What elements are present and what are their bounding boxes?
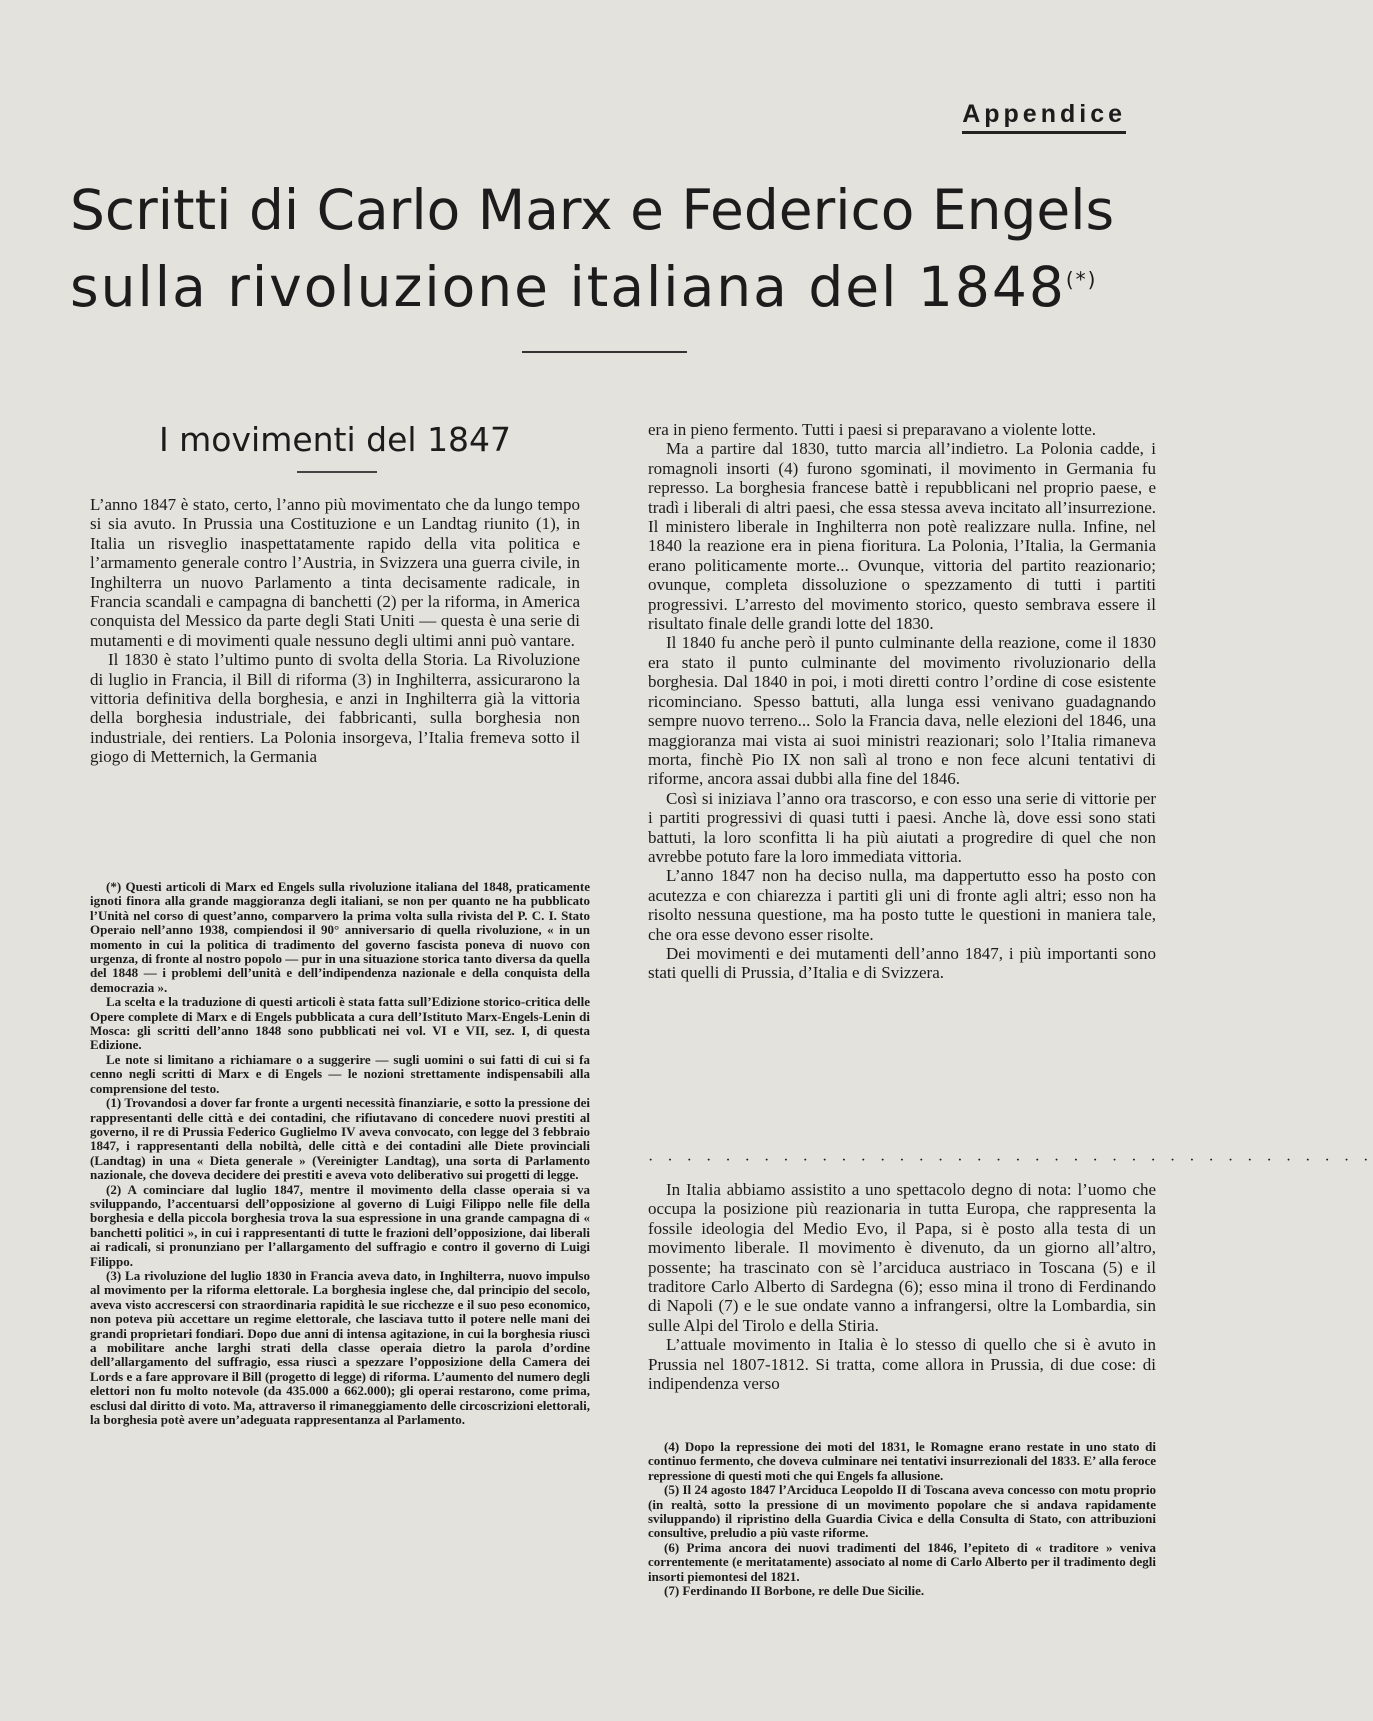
paragraph: Ma a partire dal 1830, tutto marcia all’indietro. La Polonia cadde, i romagnoli insorti (4) furono sgominati, il movimento in Germania fu represso. La borghesia francese battè i repubblicani nel proprio paese, e tradì i liberali di altri paesi, che essa stessa aveva incitato all’insurrezione. Il ministero liberale in Inghilterra non potè realizzare nulla. Infine, nel 1840 la reazione era in piena fioritura. La Polonia, l’Italia, la Germania erano politicamente morte... Ovunque, vittoria del partito reazionario; ovunque, completa dissoluzione o spezzamento di tutti i partiti progressivi. L’arresto del movimento storico, questo sembrava essere il risultato finale delle grandi lotte del 1830. xyxy=(648,439,1156,634)
footnote: (5) Il 24 agosto 1847 l’Arciduca Leopoldo II di Toscana aveva concesso con motu proprio (in realtà, sotto la pressione di un movimento popolare che si andava rapidamente sviluppando) il ripristino della Guardia Civica e della Consulta di Stato, con attribuzioni consultive, preludio a più vaste riforme. xyxy=(648,1482,1156,1541)
page-title xyxy=(70,178,1150,319)
paragraph: L’anno 1847 è stato, certo, l’anno più movimentato che da lungo tempo si sia avuto. In Prussia una Costituzione e un Landtag riunito (1), in Italia un risveglio inaspettatamente rapido della vita politica e l’armamento generale contro l’Austria, in Svizzera una guerra civile, in Inghilterra un nuovo Parlamento a tinta decisamente radicale, in Francia scandali e campagna di banchetti (2) per la riforma, in America conquista del Messico da parte degli Stati Uniti — questa è una serie di mutamenti e di movimenti quale nessuno degli ultimi anni può vantare. xyxy=(90,495,580,650)
right-column-continued xyxy=(648,1180,1156,1393)
footnote: (7) Ferdinando II Borbone, re delle Due Sicilie. xyxy=(664,1583,925,1599)
paragraph: Il 1840 fu anche però il punto culminante della reazione, come il 1830 era stato il punto culminante del movimento rivoluzionario della borghesia. Dal 1840 in poi, i moti diretti contro l’ordine di cose esistente ricominciano. Spesso battuti, alla lunga essi venivano guadagnando sempre nuovo terreno... Solo la Francia dava, nelle elezioni del 1846, una maggioranza mai vista ai suoi ministri reazionari; solo l’Italia rimaneva morta, finchè Pio IX non salì al trono e non fece alcuni tentativi di riforme, ancora assai dubbi alla fine del 1846. xyxy=(648,633,1156,789)
paragraph: L’anno 1847 non ha deciso nulla, ma dappertutto esso ha posto con acutezza e con chiarezza i partiti gli uni di fronte agli altri; esso non ha risolto nessuna questione, ma ha posto tutte le questioni in maniera tale, che ora esse devono esser risolte. xyxy=(648,866,1156,944)
title-divider xyxy=(522,351,687,353)
footnote: (6) Prima ancora dei nuovi tradimenti del 1846, l’epiteto di « traditore » veniva correntemente (e meritatamente) associato al nome di Carlo Alberto per il tradimento degli insorti piemontesi del 1821. xyxy=(648,1539,1156,1584)
paragraph: In Italia abbiamo assistito a uno spettacolo degno di nota: l’uomo che occupa la posizione più reazionaria in tutta Europa, che rappresenta la fossile ideologia del Medio Evo, il Papa, si è posto alla testa di un movimento liberale. Il movimento è divenuto, da un giorno all’altro, possente; ha trascinato con sè l’arciduca austriaco in Toscana (5) e il traditore Carlo Alberto di Sardegna (6); esso mina il trono di Ferdinando di Napoli (7) e le sue ondate vanno a infrangersi, oltre la Lombardia, sin sulle Alpi del Tirolo e della Stiria. xyxy=(648,1180,1156,1335)
paragraph: era in pieno fermento. Tutti i paesi si preparavano a violente lotte. xyxy=(648,420,1097,439)
title-footnote-mark: (*) xyxy=(1065,267,1098,292)
footnotes-left xyxy=(90,880,590,1427)
footnote: Le note si limitano a richiamare o a suggerire — sugli uomini o sui fatti di cui si fa cenno negli scritti di Marx e di Engels — le nozioni strettamente indispensabili alla comprensione del testo. xyxy=(90,1051,590,1096)
title-line-1: Scritti di Carlo Marx e Federico Engels xyxy=(70,178,1115,242)
paragraph: Così si iniziava l’anno ora trascorso, e con esso una serie di vittorie per i partiti progressivi di quasi tutti i paesi. Anche là, dove essi sono stati battuti, la loro sconfitta li ha più aiutati a progredire di quel che non avrebbe potuto fare la loro immediata vittoria. xyxy=(648,788,1156,866)
paragraph: Il 1830 è stato l’ultimo punto di svolta della Storia. La Rivoluzione di luglio in Francia, il Bill di riforma (3) in Inghilterra, assicurarono la vittoria definitiva della borghesia, e anzi in Inghilterra già la vittoria della borghesia industriale, dei fabbricanti, sulla borghesia non industriale, dei rentiers. La Polonia insorgeva, l’Italia fremeva sotto il giogo di Metternich, la Germania xyxy=(90,650,580,767)
footnotes-right xyxy=(648,1440,1156,1598)
section-separator: · · · · · · · · · · · · · · · · · · · · · · · · · · · · · · · · · · · · · · xyxy=(648,1152,1373,1169)
section-title: I movimenti del 1847 xyxy=(158,420,512,459)
footnote: La scelta e la traduzione di questi articoli è stata fatta sull’Edizione storico-critica delle Opere complete di Marx e di Engels pubblicata a cura dell’Istituto Marx-Engels-Lenin di Mosca: gli scritti dell’anno 1848 sono pubblicati nei vol. VI e VII, sez. I, di questa Edizione. xyxy=(90,994,590,1053)
appendix-label: Appendice xyxy=(962,100,1126,134)
footnote: (3) La rivoluzione del luglio 1830 in Francia aveva dato, in Inghilterra, nuovo impulso al movimento per la riforma elettorale. La borghesia inglese che, dal principio del secolo, aveva visto accrescersi con straordinaria rapidità le sue ricchezze e il suo peso economico, non poteva più accettare un regime elettorale, che lasciava tutto il potere nelle mani dei grandi proprietari fondiari. Dopo due anni di intensa agitazione, in cui la borghesia riuscì a mobilitare anche larghi strati della classe operaia dietro la parola d’ordine dell’allargamento del suffragio, essa riuscì a spezzare l’opposizione della Camera dei Lords e a fare approvare il Bill (progetto di legge) di riforma. L’aumento del numero degli elettori non fu molto notevole (da 435.000 a 662.000); gli operai restarono, come prima, esclusi dal diritto di voto. Ma, attraverso il rimaneggiamento delle circoscrizioni elettorali, la borghesia potè avere un’adeguata rappresentanza al Parlamento. xyxy=(90,1267,590,1428)
paragraph: L’attuale movimento in Italia è lo stesso di quello che si è avuto in Prussia nel 1807-1812. Si tratta, come allora in Prussia, di due cose: di indipendenza verso xyxy=(648,1335,1156,1394)
footnote: (1) Trovandosi a dover far fronte a urgenti necessità finanziarie, e sotto la pressione dei rappresentanti delle città e dei contadini, che rifiutavano di concedere nuovi prestiti al governo, il re di Prussia Federico Guglielmo IV aveva convocato, con legge del 3 febbraio 1847, i rappresentanti della nobiltà, delle città e dei contadini alle Diete provinciali (Landtag) in una « Dieta generale » (Vereinigter Landtag), una sorta di Parlamento nazionale, che doveva decidere dei prestiti e aveva voto deliberativo sui progetti di legge. xyxy=(90,1095,590,1183)
right-column xyxy=(648,420,1156,983)
title-line-2-text: sulla rivoluzione italiana del 1848 xyxy=(70,255,1066,319)
paragraph: Dei movimenti e dei mutamenti dell’anno 1847, i più importanti sono stati quelli di Prussia, d’Italia e di Svizzera. xyxy=(648,943,1156,983)
footnote: (2) A cominciare dal luglio 1847, mentre il movimento della classe operaia si va sviluppando, l’accentuarsi dell’opposizione al governo di Luigi Filippo nelle file della borghesia e della piccola borghesia trova la sua espressione in una grande campagna di « banchetti politici », in cui i rappresentanti di tutte le frazioni dell’opposizione, dai liberali ai radicali, si pronunziano per l’allargamento del suffragio e contro il governo di Luigi Filippo. xyxy=(90,1181,590,1269)
section-divider xyxy=(297,471,377,473)
title-line-2 xyxy=(70,255,1150,319)
footnote: (4) Dopo la repressione dei moti del 1831, le Romagne erano restate in uno stato di continuo fermento, che doveva culminare nei tentativi insurrezionali del 1833. E’ alla feroce repressione di questi moti che qui Engels fa allusione. xyxy=(648,1439,1156,1483)
left-column xyxy=(90,495,580,767)
footnote: (*) Questi articoli di Marx ed Engels sulla rivoluzione italiana del 1848, praticamente ignoti finora alla grande maggioranza degli italiani, se non per quanto ne ha pubblicato l’Unità nel corso di quest’anno, comparvero la prima volta sulla rivista del P. C. I. Stato Operaio nell’anno 1938, compiendosi il 90° anniversario di quella rivoluzione, « in un momento in cui la politica di tradimento del governo fascista poneva di nuovo con urgenza, di fronte al nostro popolo — pur in una situazione storica tanto diversa da quella del 1848 — i problemi dell’unità e dell’indipendenza nazionale e della conquista della democrazia ». xyxy=(90,879,590,995)
